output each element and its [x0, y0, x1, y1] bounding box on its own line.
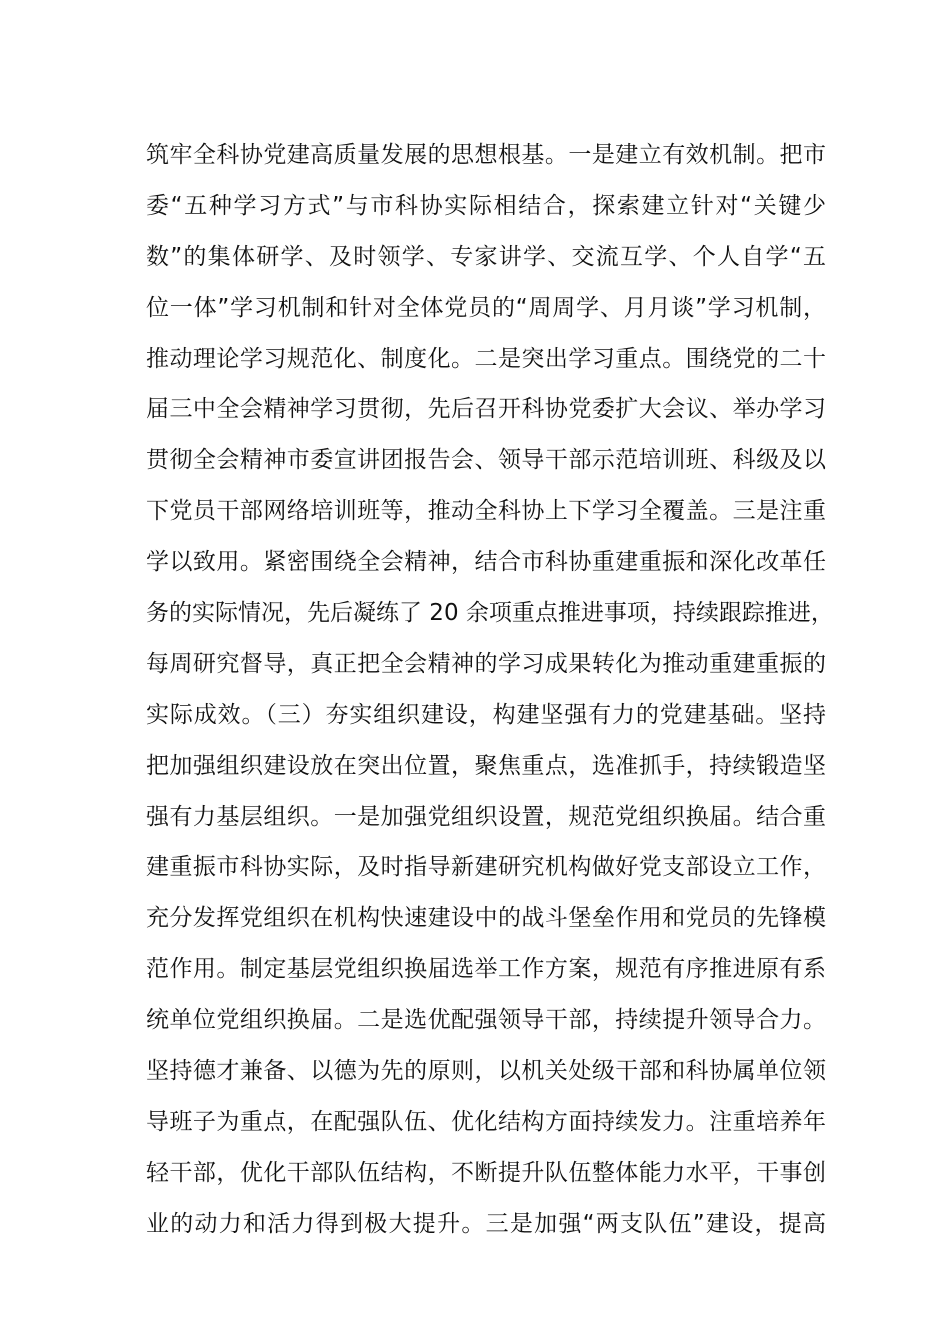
text-line: 数”的集体研学、及时领学、专家讲学、交流互学、个人自学“五 — [146, 243, 826, 270]
text-line: 坚持德才兼备、以德为先的原则，以机关处级干部和科协属单位领 — [146, 1058, 826, 1085]
text-line: 建重振市科协实际，及时指导新建研究机构做好党支部设立工作， — [146, 854, 826, 881]
text-line: 贯彻全会精神市委宣讲团报告会、领导干部示范培训班、科级及以 — [146, 447, 826, 474]
text-line: 实际成效。（三）夯实组织建设，构建坚强有力的党建基础。坚持 — [146, 701, 826, 728]
text-line: 每周研究督导，真正把全会精神的学习成果转化为推动重建重振的 — [146, 650, 826, 677]
text-line: 下党员干部网络培训班等，推动全科协上下学习全覆盖。三是注重 — [146, 498, 826, 525]
text-line: 业的动力和活力得到极大提升。三是加强“两支队伍”建设，提高 — [146, 1210, 826, 1237]
text-line: 位一体”学习机制和针对全体党员的“周周学、月月谈”学习机制， — [146, 294, 826, 321]
text-line: 委“五种学习方式”与市科协实际相结合，探索建立针对“关键少 — [146, 192, 826, 219]
text-line: 学以致用。紧密围绕全会精神，结合市科协重建重振和深化改革任 — [146, 549, 826, 576]
body-paragraph — [146, 130, 834, 1250]
text-line: 届三中全会精神学习贯彻，先后召开科协党委扩大会议、举办学习 — [146, 396, 826, 423]
text-line: 充分发挥党组织在机构快速建设中的战斗堡垒作用和党员的先锋模 — [146, 905, 826, 932]
text-line: 推动理论学习规范化、制度化。二是突出学习重点。围绕党的二十 — [146, 345, 826, 372]
text-line: 强有力基层组织。一是加强党组织设置，规范党组织换届。结合重 — [146, 803, 826, 830]
text-line: 范作用。制定基层党组织换届选举工作方案，规范有序推进原有系 — [146, 956, 826, 983]
text-line: 筑牢全科协党建高质量发展的思想根基。一是建立有效机制。把市 — [146, 142, 826, 168]
text-line: 务的实际情况，先后凝练了 20 余项重点推进事项，持续跟踪推进， — [146, 600, 834, 627]
text-line: 把加强组织建设放在突出位置，聚焦重点，选准抓手，持续锻造坚 — [146, 752, 826, 779]
text-line: 轻干部，优化干部队伍结构，不断提升队伍整体能力水平，干事创 — [146, 1159, 826, 1186]
text-line: 导班子为重点，在配强队伍、优化结构方面持续发力。注重培养年 — [146, 1108, 826, 1135]
text-line: 统单位党组织换届。二是选优配强领导干部，持续提升领导合力。 — [146, 1007, 826, 1034]
